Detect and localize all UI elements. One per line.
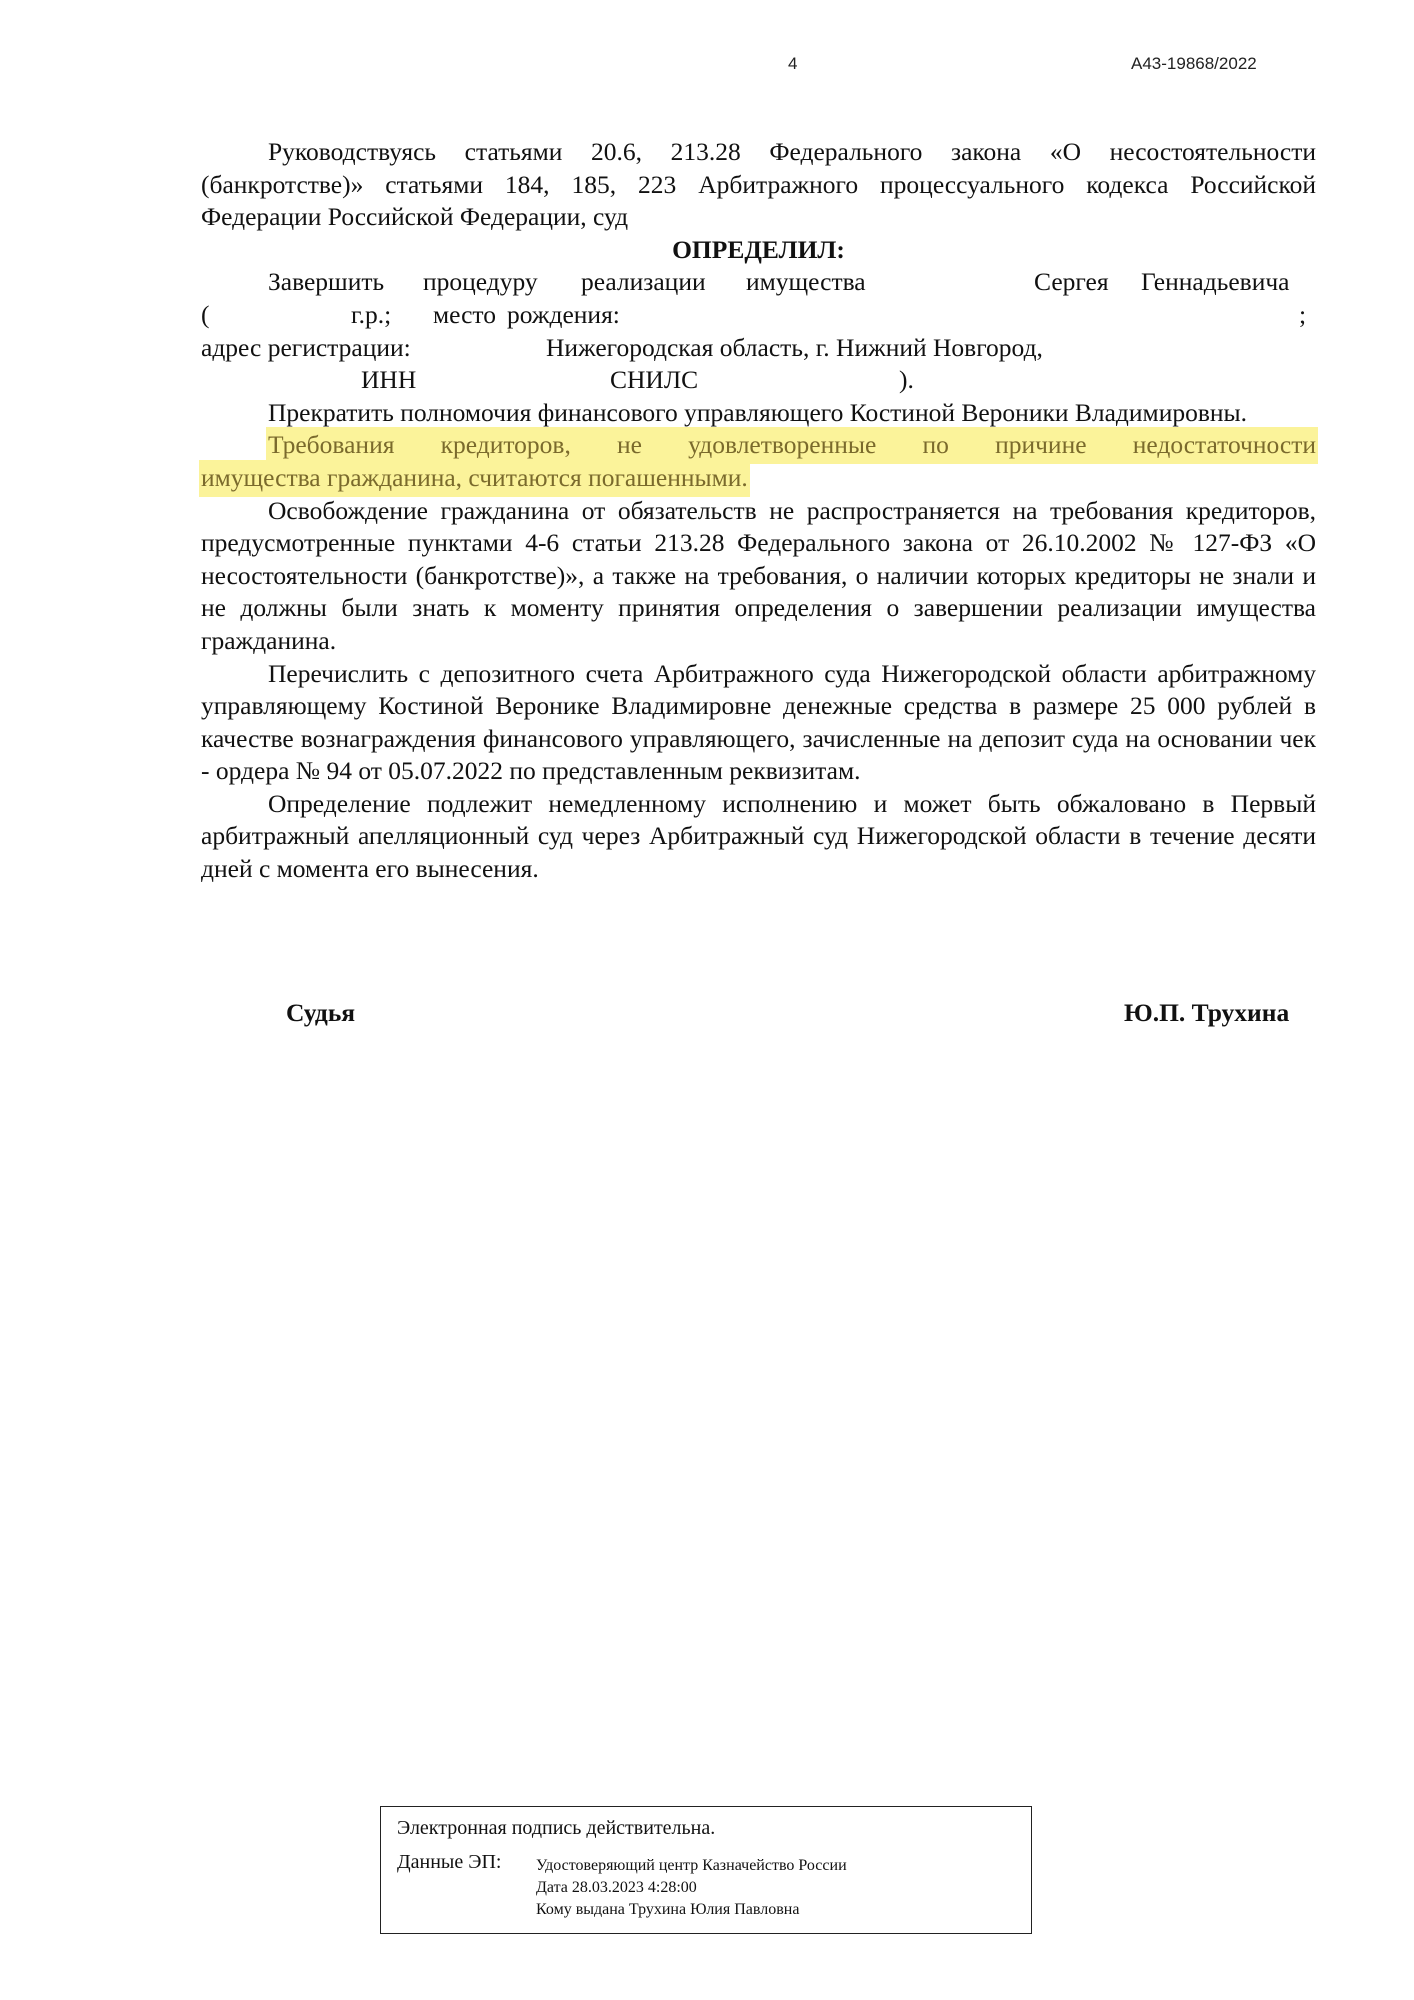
debtor-word: ; bbox=[1299, 299, 1307, 329]
debtor-word: Геннадьевича bbox=[1141, 267, 1290, 297]
ep-details bbox=[536, 1855, 847, 1921]
page-header bbox=[0, 54, 1414, 84]
paragraph-grounds: Руководствуясь статьями 20.6, 213.28 Федерального закона «О несостоятельности (банкротстве)» статьями 184, 185, 223 Арбитражного процессуального кодекса Российской Федерации Российской Федерации, суд bbox=[201, 137, 1316, 232]
ep-center: Удостоверяющий центр Казначейство России bbox=[536, 1857, 847, 1874]
case-number: А43-19868/2022 bbox=[1131, 54, 1257, 73]
highlighted-text: имущества гражданина, считаются погашенными. bbox=[201, 462, 748, 495]
highlight-line-2 bbox=[201, 462, 1316, 495]
debtor-line-end: ). bbox=[899, 365, 914, 395]
paragraph-transfer: Перечислить с депозитного счета Арбитражного суда Нижегородской области арбитражному управляющему Костиной Веронике Владимировне денежные средства в размере 25 000 рублей в качестве вознаграждения финансового управляющего, зачисленные на депозит суда на основании чек - ордера № 94 от 05.07.2022 по представленным реквизитам. bbox=[201, 658, 1316, 786]
inn-label: ИНН bbox=[361, 365, 417, 395]
snils-label: СНИЛС bbox=[610, 365, 699, 395]
debtor-word: ( bbox=[201, 299, 210, 329]
debtor-word: имущества bbox=[746, 267, 866, 297]
debtor-word: реализации bbox=[581, 267, 706, 297]
document-body bbox=[201, 136, 1316, 886]
highlight-line-1 bbox=[201, 429, 1316, 462]
page-number: 4 bbox=[788, 54, 798, 73]
debtor-word: Сергея bbox=[1034, 267, 1109, 297]
debtor-line-1 bbox=[201, 266, 1316, 299]
debtor-line-3 bbox=[201, 332, 1316, 365]
electronic-signature-box bbox=[380, 1806, 1032, 1934]
debtor-word: рождения: bbox=[507, 299, 620, 329]
debtor-word: г.р.; bbox=[351, 299, 392, 329]
debtor-line-4 bbox=[201, 364, 1316, 397]
paragraph-release: Освобождение гражданина от обязательств не распространяется на требования кредиторов, предусмотренные пунктами 4-6 статьи 213.28 Федерального закона от 26.10.2002 № 127-ФЗ «О несостоятельности (банкротстве)», а также на требования, о наличии которых кредиторы не знали и не должны были знать к моменту принятия определения о завершении реализации имущества гражданина. bbox=[201, 495, 1316, 655]
debtor-word: Завершить bbox=[268, 267, 385, 297]
paragraph-manager: Прекратить полномочия финансового управляющего Костиной Вероники Владимировны. bbox=[268, 397, 1248, 427]
registration-label: адрес регистрации: bbox=[201, 332, 411, 362]
paragraph-appeal: Определение подлежит немедленному исполнению и может быть обжаловано в Первый арбитражный апелляционный суд через Арбитражный суд Нижегородской области в течение десяти дней с момента его вынесения. bbox=[201, 788, 1316, 884]
ep-valid-text: Электронная подпись действительна. bbox=[397, 1817, 716, 1839]
judge-name: Ю.П. Трухина bbox=[1124, 998, 1290, 1027]
debtor-word: процедуру bbox=[423, 267, 538, 297]
signature-block bbox=[0, 998, 1414, 1032]
highlighted-text: Требования кредиторов, не удовлетворенные по причине недостаточности bbox=[268, 429, 1316, 462]
registration-address: Нижегородская область, г. Нижний Новгород, bbox=[546, 332, 1043, 362]
ruling-heading: ОПРЕДЕЛИЛ: bbox=[672, 234, 845, 264]
debtor-word: место bbox=[433, 299, 496, 329]
debtor-line-2 bbox=[201, 299, 1316, 332]
ep-data-label: Данные ЭП: bbox=[397, 1851, 502, 1873]
judge-title: Судья bbox=[286, 998, 356, 1027]
ep-issued-to: Кому выдана Трухина Юлия Павловна bbox=[536, 1901, 800, 1918]
ep-date: Дата 28.03.2023 4:28:00 bbox=[536, 1879, 697, 1896]
